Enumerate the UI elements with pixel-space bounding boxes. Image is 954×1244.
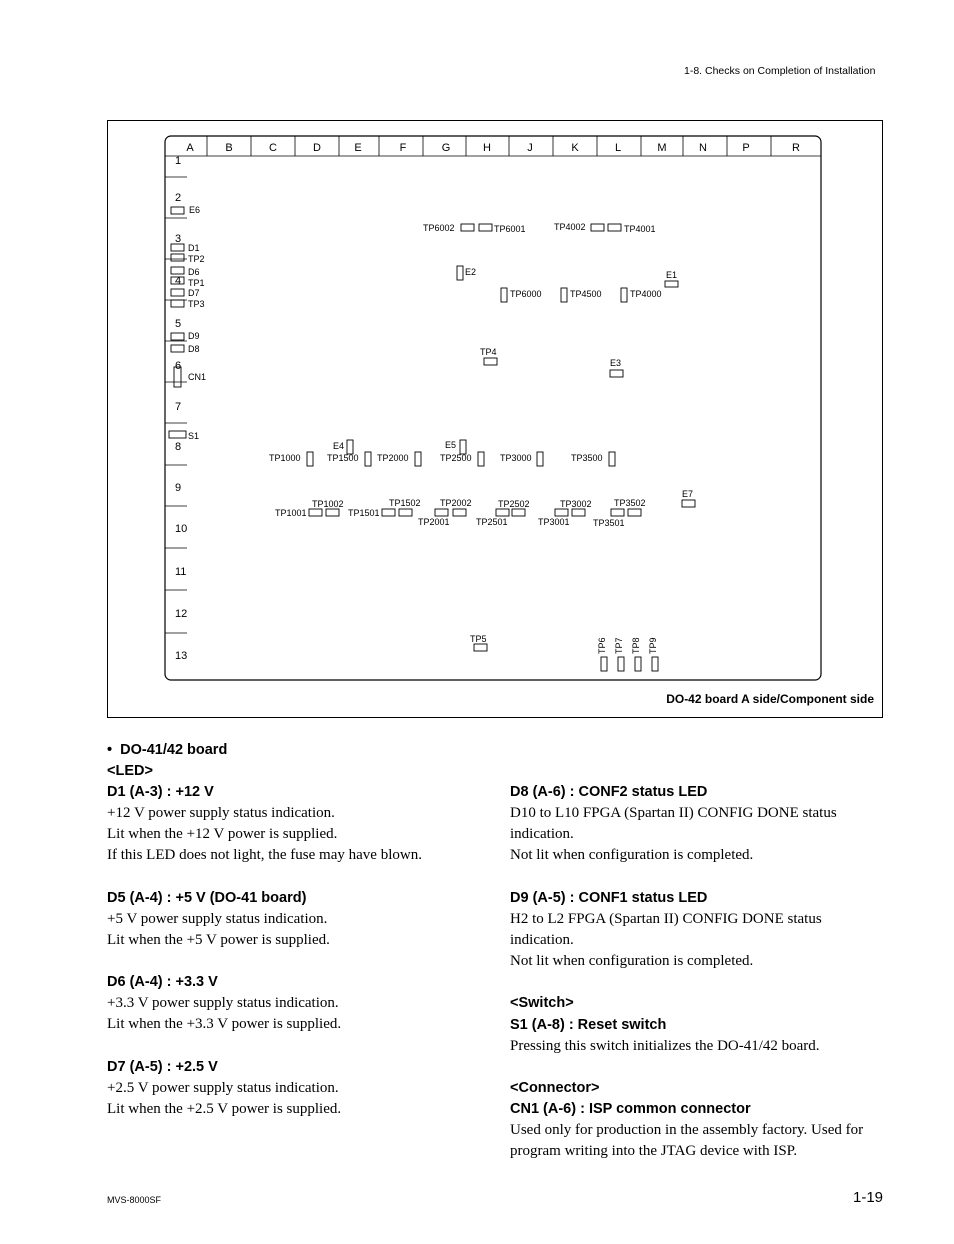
column-label: M [657,142,667,154]
component-label-tp1001: TP1001 [275,508,307,518]
component-pad-e1 [665,281,678,287]
component-pad-tp4002 [591,224,604,231]
bullet: • [107,742,121,758]
component-pad-tp6002 [461,224,474,231]
component-label-tp3502: TP3502 [614,498,646,508]
component-label-tp2000: TP2000 [377,453,409,463]
component-pad-tp3000 [537,452,543,466]
component-pad-tp1500 [365,452,371,466]
component-label-tp1502: TP1502 [389,498,421,508]
d1-heading: D1 (A-3) : +12 V [107,784,214,800]
board-diagram [107,120,883,718]
component-pad-e3 [610,370,623,377]
d8-text [510,803,890,866]
component-label-tp2: TP2 [188,254,205,264]
component-pad-tp4000 [621,288,627,302]
board-title: DO-41/42 board [120,742,228,758]
component-pad-tp1501 [382,509,395,516]
component-label-tp7: TP7 [614,637,624,654]
component-label-tp4000: TP4000 [630,289,662,299]
component-pad-e7 [682,500,695,507]
component-label-tp1002: TP1002 [312,499,344,509]
d6-heading: D6 (A-4) : +3.3 V [107,974,218,990]
component-label-tp9: TP9 [648,637,658,654]
d1-line: Lit when the +12 V power is supplied. [107,826,338,842]
component-pad-e5 [460,440,466,454]
d8-heading: D8 (A-6) : CONF2 status LED [510,784,708,800]
component-pad-e2 [457,266,463,280]
component-pad-tp6001 [479,224,492,231]
component-label-tp3500: TP3500 [571,453,603,463]
row-label: 7 [175,401,182,413]
component-label-d1: D1 [188,243,200,253]
component-pad-tp3001 [555,509,568,516]
component-pad-tp2 [171,254,184,261]
d5-heading: D5 (A-4) : +5 V (DO-41 board) [107,890,307,906]
d9-line: H2 to L2 FPGA (Spartan II) CONFIG DONE status [510,911,822,927]
d6-text [107,993,467,1035]
component-pad-d9 [171,333,184,340]
component-pad-tp2502 [496,509,509,516]
component-pad-d1 [171,244,184,251]
row-label: 6 [175,360,182,372]
component-label-tp6001: TP6001 [494,224,526,234]
component-pad-e4 [347,440,353,454]
cn1-heading: CN1 (A-6) : ISP common connector [510,1101,751,1117]
column-label: B [225,142,233,154]
d9-text [510,909,890,972]
column-label: C [269,142,277,154]
component-pad-tp6000 [501,288,507,302]
s1-text [510,1036,890,1057]
d8-line: D10 to L10 FPGA (Spartan II) CONFIG DONE status [510,805,837,821]
component-pad-d7 [171,289,184,296]
d7-line: Lit when the +2.5 V power is supplied. [107,1101,342,1117]
component-pad-tp2001 [435,509,448,516]
column-label: D [313,142,321,154]
component-pad-s1 [169,431,186,438]
switch-heading: <Switch> [510,995,574,1011]
component-pad-tp2000 [415,452,421,466]
component-pad-tp3002 [572,509,585,516]
led-heading: <LED> [107,763,153,779]
row-label: 8 [175,441,182,453]
component-label-e5: E5 [445,440,457,450]
component-label-tp3001: TP3001 [538,517,570,527]
column-label: E [354,142,362,154]
component-label-d6: D6 [188,267,200,277]
component-pad-e6 [171,207,184,214]
component-label-e2: E2 [465,267,477,277]
component-pad-d8 [171,345,184,352]
component-label-tp1500: TP1500 [327,453,359,463]
column-label: N [699,142,707,154]
d5-line: +5 V power supply status indication. [107,911,328,927]
component-label-d8: D8 [188,344,200,354]
d5-line: Lit when the +5 V power is supplied. [107,932,330,948]
d6-line: Lit when the +3.3 V power is supplied. [107,1016,342,1032]
board-outline [165,136,821,680]
component-pad-tp2501 [512,509,525,516]
component-label-tp3002: TP3002 [560,499,592,509]
component-label-tp4500: TP4500 [570,289,602,299]
component-label-tp2501: TP2501 [476,517,508,527]
component-pad-tp1000 [307,452,313,466]
component-label-tp6000: TP6000 [510,289,542,299]
d9-line: Not lit when configuration is completed. [510,953,754,969]
column-label: G [441,142,451,154]
d1-text [107,803,507,866]
component-label-tp6: TP6 [597,637,607,654]
s1-line: Pressing this switch initializes the DO-41/42 board. [510,1038,820,1054]
component-label-e3: E3 [610,358,622,368]
column-label: P [742,142,750,154]
component-label-tp3: TP3 [188,299,205,309]
running-header: 1-8. Checks on Completion of Installation [684,65,876,77]
component-pad-tp3502 [628,509,641,516]
figure-caption: DO-42 board A side/Component side [666,692,874,706]
column-label: A [186,142,194,154]
column-label: F [399,142,407,154]
cn1-text [510,1120,890,1162]
component-label-tp2002: TP2002 [440,498,472,508]
column-labels [186,142,800,154]
d9-heading: D9 (A-5) : CONF1 status LED [510,890,708,906]
row-label: 3 [175,233,182,245]
row-label: 13 [175,650,188,662]
component-pad-tp2002 [453,509,466,516]
component-pad-tp3 [171,300,184,307]
connector-heading: <Connector> [510,1080,600,1096]
page-number: 1-19 [853,1189,884,1206]
component-pad-tp1002 [326,509,339,516]
component-label-tp6002: TP6002 [423,223,455,233]
d5-text [107,909,467,951]
component-label-d9: D9 [188,331,200,341]
row-label: 5 [175,318,182,330]
component-pad-tp4001 [608,224,621,231]
d1-line: +12 V power supply status indication. [107,805,335,821]
component-label-tp2001: TP2001 [418,517,450,527]
component-label-e1: E1 [666,270,678,280]
d7-line: +2.5 V power supply status indication. [107,1080,339,1096]
footer-model: MVS-8000SF [107,1195,162,1205]
column-label: L [614,142,622,154]
component-label-tp8: TP8 [631,637,641,654]
cn1-line: program writing into the JTAG device with ISP. [510,1143,798,1159]
row-label: 4 [175,275,182,287]
component-label-d7: D7 [188,288,200,298]
component-label-tp2502: TP2502 [498,499,530,509]
component-pad-tp1001 [309,509,322,516]
component-pad-tp4 [484,358,497,365]
component-pad-tp8 [635,657,641,671]
grid-lines [165,136,821,633]
component-label-tp3000: TP3000 [500,453,532,463]
d8-line: Not lit when configuration is completed. [510,847,754,863]
component-pad-tp1502 [399,509,412,516]
component-label-cn1: CN1 [188,372,207,382]
component-pad-tp3501 [611,509,624,516]
component-label-tp3501: TP3501 [593,518,625,528]
component-pad-d6 [171,267,184,274]
component-label-tp1501: TP1501 [348,508,380,518]
board-title-row [107,740,467,761]
components [169,205,695,671]
row-label: 10 [175,523,188,535]
row-label: 11 [175,566,187,578]
component-pad-tp6 [601,657,607,671]
column-label: K [571,142,579,154]
component-pad-tp2500 [478,452,484,466]
component-label-e7: E7 [682,489,694,499]
component-pad-tp3500 [609,452,615,466]
d6-line: +3.3 V power supply status indication. [107,995,339,1011]
row-label: 9 [175,482,182,494]
row-label: 1 [175,155,182,167]
component-pad-tp9 [652,657,658,671]
row-label: 2 [175,192,182,204]
d1-line: If this LED does not light, the fuse may have blown. [107,847,422,863]
component-label-tp2500: TP2500 [440,453,472,463]
component-label-tp4001: TP4001 [624,224,656,234]
d7-text [107,1078,467,1120]
d7-heading: D7 (A-5) : +2.5 V [107,1059,218,1075]
component-label-tp4002: TP4002 [554,222,586,232]
component-pad-tp4500 [561,288,567,302]
component-label-e4: E4 [333,441,345,451]
s1-heading: S1 (A-8) : Reset switch [510,1017,667,1033]
d8-line: indication. [510,826,574,842]
component-pad-tp7 [618,657,624,671]
column-label: H [483,142,491,154]
component-label-tp1: TP1 [188,278,205,288]
column-label: R [792,142,800,154]
cn1-line: Used only for production in the assembly factory. Used for [510,1122,864,1138]
row-labels [175,155,187,662]
d9-line: indication. [510,932,574,948]
component-label-e6: E6 [189,205,201,215]
component-label-tp4: TP4 [480,347,497,357]
column-label: J [527,142,533,154]
component-label-s1: S1 [188,431,200,441]
component-label-tp5: TP5 [470,634,487,644]
component-label-tp1000: TP1000 [269,453,301,463]
row-label: 12 [175,608,188,620]
component-pad-tp5 [474,644,487,651]
